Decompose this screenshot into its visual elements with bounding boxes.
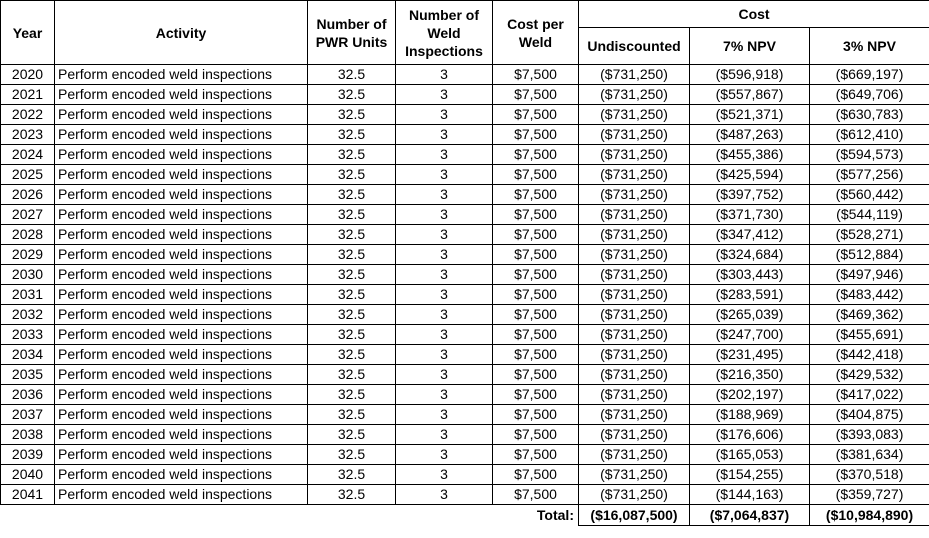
- cell-year: 2023: [1, 125, 55, 145]
- cell-cost-per-weld: $7,500: [493, 345, 579, 365]
- cell-npv-7: ($397,752): [690, 185, 810, 205]
- cell-cost-per-weld: $7,500: [493, 105, 579, 125]
- cell-activity: Perform encoded weld inspections: [55, 145, 308, 165]
- cell-pwr-units: 32.5: [308, 265, 396, 285]
- table-row: [1, 85, 929, 105]
- table-row: [1, 265, 929, 285]
- cell-undiscounted: ($731,250): [579, 405, 690, 425]
- cell-npv-7: ($596,918): [690, 65, 810, 85]
- cell-pwr-units: 32.5: [308, 145, 396, 165]
- cell-undiscounted: ($731,250): [579, 425, 690, 445]
- cell-undiscounted: ($731,250): [579, 325, 690, 345]
- cell-year: 2021: [1, 85, 55, 105]
- cell-year: 2025: [1, 165, 55, 185]
- cell-year: 2033: [1, 325, 55, 345]
- cell-year: 2040: [1, 465, 55, 485]
- cell-weld-inspections: 3: [396, 265, 493, 285]
- cell-undiscounted: ($731,250): [579, 225, 690, 245]
- cell-activity: Perform encoded weld inspections: [55, 225, 308, 245]
- table-row: [1, 345, 929, 365]
- table-row: [1, 225, 929, 245]
- cell-undiscounted: ($731,250): [579, 485, 690, 505]
- cell-year: 2034: [1, 345, 55, 365]
- cell-weld-inspections: 3: [396, 485, 493, 505]
- cell-weld-inspections: 3: [396, 225, 493, 245]
- cell-npv-7: ($202,197): [690, 385, 810, 405]
- cell-cost-per-weld: $7,500: [493, 205, 579, 225]
- cell-activity: Perform encoded weld inspections: [55, 205, 308, 225]
- cell-npv-7: ($283,591): [690, 285, 810, 305]
- cell-cost-per-weld: $7,500: [493, 365, 579, 385]
- table-row: [1, 125, 929, 145]
- cell-npv-7: ($557,867): [690, 85, 810, 105]
- cell-weld-inspections: 3: [396, 245, 493, 265]
- cell-npv-7: ($425,594): [690, 165, 810, 185]
- table-row: [1, 105, 929, 125]
- cell-activity: Perform encoded weld inspections: [55, 105, 308, 125]
- cell-npv-3: ($469,362): [810, 305, 929, 325]
- cell-pwr-units: 32.5: [308, 285, 396, 305]
- cell-cost-per-weld: $7,500: [493, 405, 579, 425]
- cell-undiscounted: ($731,250): [579, 385, 690, 405]
- cell-npv-3: ($577,256): [810, 165, 929, 185]
- cell-undiscounted: ($731,250): [579, 285, 690, 305]
- cell-cost-per-weld: $7,500: [493, 245, 579, 265]
- cell-year: 2028: [1, 225, 55, 245]
- cell-npv-3: ($370,518): [810, 465, 929, 485]
- table-row: [1, 445, 929, 465]
- cell-npv-3: ($612,410): [810, 125, 929, 145]
- cell-weld-inspections: 3: [396, 385, 493, 405]
- cell-npv-7: ($188,969): [690, 405, 810, 425]
- cell-cost-per-weld: $7,500: [493, 65, 579, 85]
- header-activity: Activity: [55, 1, 308, 65]
- cell-cost-per-weld: $7,500: [493, 145, 579, 165]
- cell-weld-inspections: 3: [396, 125, 493, 145]
- cell-activity: Perform encoded weld inspections: [55, 245, 308, 265]
- cell-npv-7: ($176,606): [690, 425, 810, 445]
- cell-undiscounted: ($731,250): [579, 365, 690, 385]
- header-cost-per-weld: Cost per Weld: [493, 1, 579, 65]
- cell-pwr-units: 32.5: [308, 85, 396, 105]
- cell-year: 2035: [1, 365, 55, 385]
- cell-activity: Perform encoded weld inspections: [55, 385, 308, 405]
- cell-undiscounted: ($731,250): [579, 165, 690, 185]
- cell-npv-3: ($393,083): [810, 425, 929, 445]
- cell-activity: Perform encoded weld inspections: [55, 305, 308, 325]
- header-npv-3: 3% NPV: [810, 28, 929, 65]
- cell-activity: Perform encoded weld inspections: [55, 265, 308, 285]
- total-row: [1, 505, 929, 526]
- cell-cost-per-weld: $7,500: [493, 445, 579, 465]
- cell-weld-inspections: 3: [396, 365, 493, 385]
- cell-undiscounted: ($731,250): [579, 345, 690, 365]
- cell-cost-per-weld: $7,500: [493, 485, 579, 505]
- cell-activity: Perform encoded weld inspections: [55, 465, 308, 485]
- cell-cost-per-weld: $7,500: [493, 85, 579, 105]
- cell-activity: Perform encoded weld inspections: [55, 165, 308, 185]
- header-undiscounted: Undiscounted: [579, 28, 690, 65]
- cell-pwr-units: 32.5: [308, 205, 396, 225]
- cell-undiscounted: ($731,250): [579, 125, 690, 145]
- table-row: [1, 405, 929, 425]
- cell-pwr-units: 32.5: [308, 105, 396, 125]
- cell-undiscounted: ($731,250): [579, 185, 690, 205]
- cell-pwr-units: 32.5: [308, 485, 396, 505]
- cell-pwr-units: 32.5: [308, 185, 396, 205]
- cell-activity: Perform encoded weld inspections: [55, 185, 308, 205]
- cell-activity: Perform encoded weld inspections: [55, 405, 308, 425]
- cell-activity: Perform encoded weld inspections: [55, 85, 308, 105]
- cell-pwr-units: 32.5: [308, 385, 396, 405]
- cell-cost-per-weld: $7,500: [493, 385, 579, 405]
- table-row: [1, 165, 929, 185]
- header-npv-7: 7% NPV: [690, 28, 810, 65]
- table-row: [1, 145, 929, 165]
- cell-undiscounted: ($731,250): [579, 445, 690, 465]
- cell-weld-inspections: 3: [396, 405, 493, 425]
- cell-year: 2038: [1, 425, 55, 445]
- cell-undiscounted: ($731,250): [579, 85, 690, 105]
- table-row: [1, 185, 929, 205]
- cell-year: 2020: [1, 65, 55, 85]
- cell-npv-3: ($381,634): [810, 445, 929, 465]
- cell-npv-7: ($265,039): [690, 305, 810, 325]
- cell-npv-7: ($154,255): [690, 465, 810, 485]
- cell-npv-3: ($649,706): [810, 85, 929, 105]
- cell-activity: Perform encoded weld inspections: [55, 325, 308, 345]
- cell-pwr-units: 32.5: [308, 365, 396, 385]
- cell-pwr-units: 32.5: [308, 65, 396, 85]
- cell-weld-inspections: 3: [396, 185, 493, 205]
- cell-cost-per-weld: $7,500: [493, 185, 579, 205]
- cell-npv-7: ($247,700): [690, 325, 810, 345]
- table-row: [1, 465, 929, 485]
- cell-npv-3: ($528,271): [810, 225, 929, 245]
- cell-weld-inspections: 3: [396, 445, 493, 465]
- cell-cost-per-weld: $7,500: [493, 165, 579, 185]
- cell-pwr-units: 32.5: [308, 445, 396, 465]
- cell-npv-7: ($487,263): [690, 125, 810, 145]
- header-pwr-units: Number of PWR Units: [308, 1, 396, 65]
- cell-npv-3: ($455,691): [810, 325, 929, 345]
- cell-activity: Perform encoded weld inspections: [55, 425, 308, 445]
- cell-weld-inspections: 3: [396, 325, 493, 345]
- cell-undiscounted: ($731,250): [579, 205, 690, 225]
- cell-year: 2022: [1, 105, 55, 125]
- cell-npv-7: ($165,053): [690, 445, 810, 465]
- table-row: [1, 305, 929, 325]
- cell-undiscounted: ($731,250): [579, 265, 690, 285]
- cell-year: 2029: [1, 245, 55, 265]
- table-row: [1, 325, 929, 345]
- cell-weld-inspections: 3: [396, 165, 493, 185]
- cell-year: 2031: [1, 285, 55, 305]
- table-row: [1, 385, 929, 405]
- cell-cost-per-weld: $7,500: [493, 465, 579, 485]
- cell-npv-7: ($303,443): [690, 265, 810, 285]
- cell-npv-7: ($231,495): [690, 345, 810, 365]
- cell-undiscounted: ($731,250): [579, 245, 690, 265]
- cell-npv-3: ($442,418): [810, 345, 929, 365]
- cell-year: 2030: [1, 265, 55, 285]
- cell-cost-per-weld: $7,500: [493, 285, 579, 305]
- cell-weld-inspections: 3: [396, 65, 493, 85]
- cell-activity: Perform encoded weld inspections: [55, 285, 308, 305]
- cell-pwr-units: 32.5: [308, 245, 396, 265]
- cell-weld-inspections: 3: [396, 145, 493, 165]
- cell-activity: Perform encoded weld inspections: [55, 65, 308, 85]
- cell-npv-3: ($594,573): [810, 145, 929, 165]
- cell-activity: Perform encoded weld inspections: [55, 445, 308, 465]
- cell-cost-per-weld: $7,500: [493, 425, 579, 445]
- header-year: Year: [1, 1, 55, 65]
- table-row: [1, 65, 929, 85]
- cell-weld-inspections: 3: [396, 465, 493, 485]
- cell-weld-inspections: 3: [396, 345, 493, 365]
- cell-activity: Perform encoded weld inspections: [55, 125, 308, 145]
- table-row: [1, 365, 929, 385]
- cell-cost-per-weld: $7,500: [493, 125, 579, 145]
- cell-year: 2041: [1, 485, 55, 505]
- cell-activity: Perform encoded weld inspections: [55, 485, 308, 505]
- cell-undiscounted: ($731,250): [579, 465, 690, 485]
- cell-year: 2039: [1, 445, 55, 465]
- cell-undiscounted: ($731,250): [579, 305, 690, 325]
- cell-npv-3: ($359,727): [810, 485, 929, 505]
- cell-year: 2024: [1, 145, 55, 165]
- cell-cost-per-weld: $7,500: [493, 305, 579, 325]
- cell-npv-3: ($544,119): [810, 205, 929, 225]
- header-weld-inspections: Number of Weld Inspections: [396, 1, 493, 65]
- total-label: Total:: [1, 505, 579, 526]
- cell-undiscounted: ($731,250): [579, 145, 690, 165]
- cell-npv-7: ($371,730): [690, 205, 810, 225]
- cell-weld-inspections: 3: [396, 205, 493, 225]
- header-cost-group: Cost: [579, 1, 929, 28]
- cell-cost-per-weld: $7,500: [493, 225, 579, 245]
- cell-year: 2027: [1, 205, 55, 225]
- cell-npv-7: ($216,350): [690, 365, 810, 385]
- cell-year: 2032: [1, 305, 55, 325]
- cell-cost-per-weld: $7,500: [493, 265, 579, 285]
- cell-activity: Perform encoded weld inspections: [55, 345, 308, 365]
- cell-npv-3: ($497,946): [810, 265, 929, 285]
- cell-undiscounted: ($731,250): [579, 105, 690, 125]
- cell-weld-inspections: 3: [396, 285, 493, 305]
- cell-pwr-units: 32.5: [308, 465, 396, 485]
- cell-npv-7: ($347,412): [690, 225, 810, 245]
- total-npv-3: ($10,984,890): [810, 505, 929, 526]
- table-row: [1, 425, 929, 445]
- cell-pwr-units: 32.5: [308, 325, 396, 345]
- table-row: [1, 245, 929, 265]
- table-row: [1, 485, 929, 505]
- cell-npv-3: ($630,783): [810, 105, 929, 125]
- table-row: [1, 285, 929, 305]
- cell-pwr-units: 32.5: [308, 345, 396, 365]
- cell-npv-7: ($455,386): [690, 145, 810, 165]
- cell-pwr-units: 32.5: [308, 225, 396, 245]
- cell-weld-inspections: 3: [396, 305, 493, 325]
- cell-pwr-units: 32.5: [308, 165, 396, 185]
- cell-pwr-units: 32.5: [308, 425, 396, 445]
- cell-npv-3: ($669,197): [810, 65, 929, 85]
- cell-npv-7: ($144,163): [690, 485, 810, 505]
- table-row: [1, 205, 929, 225]
- cell-weld-inspections: 3: [396, 425, 493, 445]
- cell-cost-per-weld: $7,500: [493, 325, 579, 345]
- cell-pwr-units: 32.5: [308, 405, 396, 425]
- total-npv-7: ($7,064,837): [690, 505, 810, 526]
- cell-year: 2036: [1, 385, 55, 405]
- cell-weld-inspections: 3: [396, 105, 493, 125]
- cell-pwr-units: 32.5: [308, 305, 396, 325]
- cell-undiscounted: ($731,250): [579, 65, 690, 85]
- cell-npv-3: ($404,875): [810, 405, 929, 425]
- cell-pwr-units: 32.5: [308, 125, 396, 145]
- cell-npv-3: ($560,442): [810, 185, 929, 205]
- cell-year: 2037: [1, 405, 55, 425]
- cell-npv-7: ($324,684): [690, 245, 810, 265]
- cell-npv-3: ($429,532): [810, 365, 929, 385]
- cell-npv-7: ($521,371): [690, 105, 810, 125]
- cell-activity: Perform encoded weld inspections: [55, 365, 308, 385]
- cell-year: 2026: [1, 185, 55, 205]
- cell-weld-inspections: 3: [396, 85, 493, 105]
- cell-npv-3: ($417,022): [810, 385, 929, 405]
- cell-npv-3: ($483,442): [810, 285, 929, 305]
- total-undiscounted: ($16,087,500): [579, 505, 690, 526]
- cell-npv-3: ($512,884): [810, 245, 929, 265]
